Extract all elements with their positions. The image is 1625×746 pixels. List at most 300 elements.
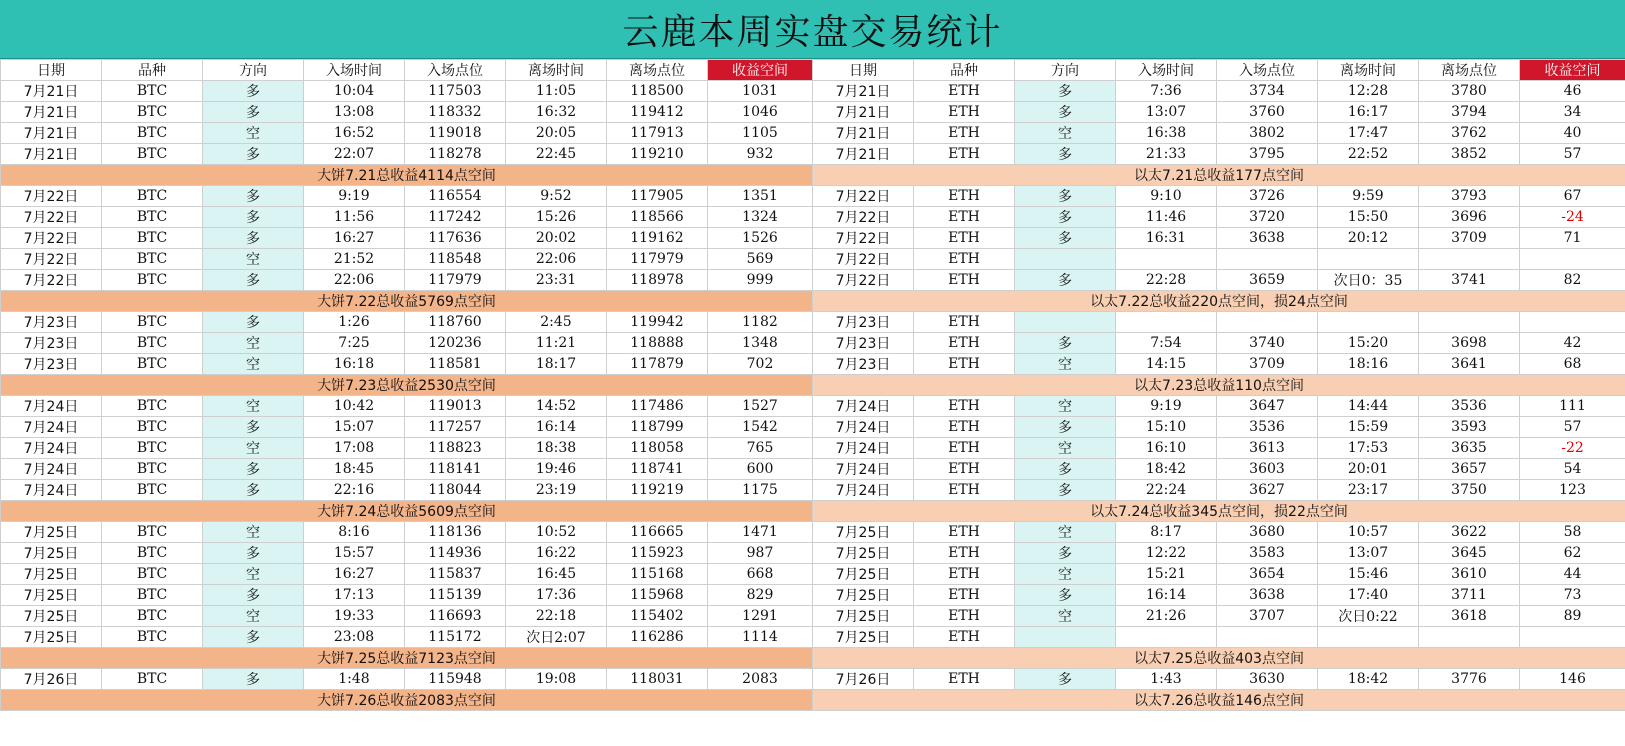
exit-time-cell: 15:50: [1318, 207, 1419, 228]
direction-cell: 多: [1015, 144, 1116, 165]
profit-header: 收益空间: [708, 60, 813, 81]
profit-cell: 1351: [708, 186, 813, 207]
trade-row: [813, 438, 1625, 459]
direction-cell: 多: [1015, 480, 1116, 501]
entry-price-cell: 3734: [1217, 81, 1318, 102]
exit-time-cell: 17:40: [1318, 585, 1419, 606]
trade-row: [1, 522, 813, 543]
entry-time-cell: 1:48: [304, 669, 405, 690]
trade-row: [1, 354, 813, 375]
symbol-cell: BTC: [102, 333, 203, 354]
trade-row: [1, 585, 813, 606]
exit-price-cell: 119162: [607, 228, 708, 249]
daily-summary: 以太7.26总收益146点空间: [813, 690, 1625, 711]
symbol-cell: ETH: [914, 396, 1015, 417]
trade-row: [1, 480, 813, 501]
trade-row: [1, 627, 813, 648]
entry-price-cell: 3638: [1217, 228, 1318, 249]
trade-row: [1, 543, 813, 564]
exit-time-cell: 14:52: [506, 396, 607, 417]
date-cell: 7月22日: [813, 228, 914, 249]
trade-row: [1, 333, 813, 354]
date-cell: 7月24日: [1, 480, 102, 501]
exit-time-cell: 16:14: [506, 417, 607, 438]
exit-time-cell: 16:32: [506, 102, 607, 123]
direction-header: 方向: [203, 60, 304, 81]
profit-cell: 600: [708, 459, 813, 480]
exit-price-cell: 117486: [607, 396, 708, 417]
exit-price-cell: 115923: [607, 543, 708, 564]
profit-cell: 1471: [708, 522, 813, 543]
entry-time-cell: 10:42: [304, 396, 405, 417]
symbol-cell: ETH: [914, 669, 1015, 690]
trade-row: [813, 354, 1625, 375]
date-cell: 7月21日: [1, 81, 102, 102]
exit-price-cell: 118566: [607, 207, 708, 228]
profit-cell: 1182: [708, 312, 813, 333]
date-cell: 7月22日: [1, 270, 102, 291]
exit-time-cell: 9:59: [1318, 186, 1419, 207]
profit-cell: 67: [1520, 186, 1625, 207]
profit-cell: 2083: [708, 669, 813, 690]
symbol-cell: BTC: [102, 480, 203, 501]
exit-price-cell: 3750: [1419, 480, 1520, 501]
exit-price-cell: 3696: [1419, 207, 1520, 228]
entry-price-cell: 3760: [1217, 102, 1318, 123]
entry-time-cell: 22:24: [1116, 480, 1217, 501]
entry-time-cell: [1116, 312, 1217, 333]
profit-cell: 57: [1520, 144, 1625, 165]
profit-cell: 569: [708, 249, 813, 270]
profit-cell: 42: [1520, 333, 1625, 354]
exit-time-cell: 2:45: [506, 312, 607, 333]
trade-row: [1, 417, 813, 438]
entry-time-cell: 7:54: [1116, 333, 1217, 354]
date-cell: 7月23日: [813, 354, 914, 375]
exit-price-cell: 3711: [1419, 585, 1520, 606]
symbol-cell: BTC: [102, 312, 203, 333]
trade-row: [813, 396, 1625, 417]
exit-time-cell: 16:22: [506, 543, 607, 564]
trade-row: [813, 627, 1625, 648]
profit-header: 收益空间: [1520, 60, 1625, 81]
entry-time-cell: 22:28: [1116, 270, 1217, 291]
date-cell: 7月24日: [813, 438, 914, 459]
summary-row: [1, 648, 813, 669]
exit-time-cell: 23:19: [506, 480, 607, 501]
entry-time-cell: 10:04: [304, 81, 405, 102]
date-cell: 7月25日: [1, 522, 102, 543]
exit-time-cell: 13:07: [1318, 543, 1419, 564]
daily-summary: 以太7.25总收益403点空间: [813, 648, 1625, 669]
trade-row: [1, 270, 813, 291]
entry-time-cell: 9:19: [1116, 396, 1217, 417]
exit-time-cell: 20:05: [506, 123, 607, 144]
direction-cell: 多: [203, 459, 304, 480]
exit-time-cell: 11:21: [506, 333, 607, 354]
direction-cell: 多: [1015, 186, 1116, 207]
entry-time-cell: 1:26: [304, 312, 405, 333]
entry-time-cell: [1116, 249, 1217, 270]
direction-cell: 多: [203, 312, 304, 333]
direction-cell: 空: [203, 354, 304, 375]
direction-cell: 空: [1015, 438, 1116, 459]
entry-price-cell: 3707: [1217, 606, 1318, 627]
profit-cell: 932: [708, 144, 813, 165]
entry-price-cell: [1217, 249, 1318, 270]
date-cell: 7月21日: [813, 102, 914, 123]
entry-time-cell: 16:10: [1116, 438, 1217, 459]
exit-price-cell: 118741: [607, 459, 708, 480]
entry-time-cell: 16:52: [304, 123, 405, 144]
date-cell: 7月24日: [1, 396, 102, 417]
entry-price-cell: 118760: [405, 312, 506, 333]
profit-cell: 1114: [708, 627, 813, 648]
direction-cell: 空: [203, 606, 304, 627]
symbol-cell: ETH: [914, 312, 1015, 333]
direction-cell: 多: [203, 186, 304, 207]
entry-time-cell: 8:16: [304, 522, 405, 543]
symbol-cell: BTC: [102, 396, 203, 417]
symbol-cell: BTC: [102, 270, 203, 291]
entry-time-cell: 9:10: [1116, 186, 1217, 207]
symbol-cell: BTC: [102, 354, 203, 375]
exit-time-cell: [1318, 627, 1419, 648]
trade-row: [1, 81, 813, 102]
entry-time-cell: 16:27: [304, 564, 405, 585]
symbol-cell: BTC: [102, 522, 203, 543]
profit-cell: 146: [1520, 669, 1625, 690]
entry-time-cell: 11:56: [304, 207, 405, 228]
trade-row: [813, 81, 1625, 102]
exit-time-cell: 17:53: [1318, 438, 1419, 459]
date-cell: 7月23日: [1, 312, 102, 333]
entry-price-cell: 117257: [405, 417, 506, 438]
profit-cell: [1520, 312, 1625, 333]
symbol-cell: BTC: [102, 123, 203, 144]
entry-time-cell: 1:43: [1116, 669, 1217, 690]
direction-cell: 空: [1015, 522, 1116, 543]
entry-price-cell: 118823: [405, 438, 506, 459]
direction-cell: 空: [1015, 396, 1116, 417]
profit-cell: 62: [1520, 543, 1625, 564]
symbol-cell: ETH: [914, 81, 1015, 102]
profit-cell: 68: [1520, 354, 1625, 375]
symbol-cell: BTC: [102, 606, 203, 627]
profit-cell: 999: [708, 270, 813, 291]
profit-cell: -24: [1520, 207, 1625, 228]
direction-cell: 多: [1015, 543, 1116, 564]
date-cell: 7月25日: [813, 543, 914, 564]
exit-price-cell: [1419, 627, 1520, 648]
entry-time-cell: 21:26: [1116, 606, 1217, 627]
exit-time-cell: 18:38: [506, 438, 607, 459]
symbol-cell: BTC: [102, 81, 203, 102]
exit-price-cell: 3536: [1419, 396, 1520, 417]
exit-price-cell: 117905: [607, 186, 708, 207]
exit-price-cell: 119942: [607, 312, 708, 333]
exit-price-cell: 3776: [1419, 669, 1520, 690]
entry-time-cell: 21:33: [1116, 144, 1217, 165]
summary-row: [813, 375, 1625, 396]
exit-time-header: 离场时间: [506, 60, 607, 81]
trade-row: [1, 249, 813, 270]
entry-price-cell: [1217, 627, 1318, 648]
profit-cell: 1031: [708, 81, 813, 102]
entry-time-cell: 16:27: [304, 228, 405, 249]
entry-price-cell: 3638: [1217, 585, 1318, 606]
direction-cell: 多: [203, 102, 304, 123]
exit-time-cell: 18:42: [1318, 669, 1419, 690]
entry-time-cell: 12:22: [1116, 543, 1217, 564]
trade-row: [813, 186, 1625, 207]
exit-price-cell: 3641: [1419, 354, 1520, 375]
direction-cell: [1015, 627, 1116, 648]
symbol-cell: ETH: [914, 459, 1015, 480]
direction-cell: [1015, 312, 1116, 333]
direction-cell: 多: [203, 228, 304, 249]
exit-time-cell: 16:17: [1318, 102, 1419, 123]
exit-price-cell: 3622: [1419, 522, 1520, 543]
entry-time-cell: 23:08: [304, 627, 405, 648]
entry-price-cell: 3630: [1217, 669, 1318, 690]
trade-row: [813, 585, 1625, 606]
symbol-cell: BTC: [102, 417, 203, 438]
direction-cell: 多: [1015, 207, 1116, 228]
date-cell: 7月24日: [813, 459, 914, 480]
exit-price-cell: 116286: [607, 627, 708, 648]
profit-cell: 89: [1520, 606, 1625, 627]
symbol-cell: ETH: [914, 543, 1015, 564]
trade-row: [1, 123, 813, 144]
date-cell: 7月25日: [1, 585, 102, 606]
direction-cell: 多: [203, 627, 304, 648]
direction-cell: 空: [203, 249, 304, 270]
exit-time-cell: [1318, 312, 1419, 333]
entry-time-cell: 16:18: [304, 354, 405, 375]
entry-price-cell: 118278: [405, 144, 506, 165]
exit-price-cell: 118500: [607, 81, 708, 102]
profit-cell: 987: [708, 543, 813, 564]
exit-price-cell: 117913: [607, 123, 708, 144]
exit-price-cell: 3657: [1419, 459, 1520, 480]
symbol-cell: BTC: [102, 102, 203, 123]
entry-time-cell: 21:52: [304, 249, 405, 270]
date-cell: 7月25日: [1, 606, 102, 627]
profit-cell: 1527: [708, 396, 813, 417]
exit-time-cell: 19:08: [506, 669, 607, 690]
date-cell: 7月22日: [813, 207, 914, 228]
exit-time-cell: 14:44: [1318, 396, 1419, 417]
trade-row: [813, 564, 1625, 585]
entry-price-cell: 116693: [405, 606, 506, 627]
summary-row: [813, 165, 1625, 186]
exit-time-cell: 22:45: [506, 144, 607, 165]
trade-row: [1, 228, 813, 249]
exit-time-cell: 次日2:07: [506, 627, 607, 648]
trade-row: [1, 144, 813, 165]
symbol-cell: BTC: [102, 144, 203, 165]
direction-cell: 多: [203, 480, 304, 501]
trade-row: [1, 102, 813, 123]
exit-price-cell: 115402: [607, 606, 708, 627]
exit-time-cell: 23:17: [1318, 480, 1419, 501]
exit-time-cell: 20:12: [1318, 228, 1419, 249]
exit-time-cell: 19:46: [506, 459, 607, 480]
page-title: 云鹿本周实盘交易统计: [0, 0, 1625, 59]
exit-time-cell: 15:20: [1318, 333, 1419, 354]
direction-cell: 多: [1015, 417, 1116, 438]
entry-price-cell: 3740: [1217, 333, 1318, 354]
trade-row: [813, 480, 1625, 501]
eth-header-row: [813, 60, 1625, 81]
exit-price-cell: 116665: [607, 522, 708, 543]
entry-price-cell: 118581: [405, 354, 506, 375]
exit-price-cell: [1419, 249, 1520, 270]
entry-time-cell: 13:07: [1116, 102, 1217, 123]
exit-time-cell: 22:06: [506, 249, 607, 270]
entry-time-cell: 16:31: [1116, 228, 1217, 249]
date-cell: 7月24日: [1, 417, 102, 438]
entry-price-cell: 118332: [405, 102, 506, 123]
exit-price-cell: 3635: [1419, 438, 1520, 459]
entry-price-cell: 3680: [1217, 522, 1318, 543]
direction-cell: 多: [1015, 228, 1116, 249]
entry-time-cell: 9:19: [304, 186, 405, 207]
date-cell: 7月22日: [1, 207, 102, 228]
btc-trades-panel: [0, 59, 812, 711]
profit-cell: [1520, 249, 1625, 270]
exit-time-header: 离场时间: [1318, 60, 1419, 81]
profit-cell: 702: [708, 354, 813, 375]
direction-cell: [1015, 249, 1116, 270]
trade-row: [813, 207, 1625, 228]
entry-time-cell: 19:33: [304, 606, 405, 627]
symbol-cell: ETH: [914, 627, 1015, 648]
entry-time-cell: 22:06: [304, 270, 405, 291]
direction-cell: 空: [203, 396, 304, 417]
daily-summary: 以太7.24总收益345点空间，损22点空间: [813, 501, 1625, 522]
direction-cell: 空: [203, 333, 304, 354]
entry-price-cell: 3795: [1217, 144, 1318, 165]
profit-cell: 71: [1520, 228, 1625, 249]
symbol-cell: ETH: [914, 144, 1015, 165]
entry-price-header: 入场点位: [405, 60, 506, 81]
trade-row: [813, 102, 1625, 123]
entry-price-cell: 3627: [1217, 480, 1318, 501]
entry-time-cell: 14:15: [1116, 354, 1217, 375]
date-cell: 7月23日: [1, 333, 102, 354]
entry-price-cell: 118548: [405, 249, 506, 270]
trade-row: [813, 144, 1625, 165]
eth-trades-panel: [812, 59, 1625, 711]
entry-time-cell: 13:08: [304, 102, 405, 123]
exit-price-cell: 3793: [1419, 186, 1520, 207]
symbol-cell: BTC: [102, 186, 203, 207]
profit-cell: 111: [1520, 396, 1625, 417]
symbol-cell: ETH: [914, 354, 1015, 375]
date-cell: 7月21日: [1, 144, 102, 165]
profit-cell: 34: [1520, 102, 1625, 123]
trade-row: [813, 543, 1625, 564]
exit-time-cell: 23:31: [506, 270, 607, 291]
entry-price-cell: 117503: [405, 81, 506, 102]
profit-cell: 44: [1520, 564, 1625, 585]
trade-row: [1, 396, 813, 417]
date-cell: 7月26日: [1, 669, 102, 690]
entry-time-cell: 17:13: [304, 585, 405, 606]
entry-price-cell: 117636: [405, 228, 506, 249]
entry-time-header: 入场时间: [304, 60, 405, 81]
exit-price-header: 离场点位: [1419, 60, 1520, 81]
trade-row: [813, 669, 1625, 690]
trade-row: [1, 606, 813, 627]
trade-row: [813, 228, 1625, 249]
entry-time-cell: 16:38: [1116, 123, 1217, 144]
summary-row: [1, 690, 813, 711]
date-cell: 7月22日: [813, 186, 914, 207]
trade-row: [813, 606, 1625, 627]
trade-row: [813, 270, 1625, 291]
exit-price-cell: 117979: [607, 249, 708, 270]
direction-cell: 空: [1015, 354, 1116, 375]
profit-cell: 1046: [708, 102, 813, 123]
direction-cell: 多: [203, 543, 304, 564]
daily-summary: 大饼7.21总收益4114点空间: [1, 165, 813, 186]
date-cell: 7月22日: [1, 249, 102, 270]
date-cell: 7月22日: [813, 270, 914, 291]
entry-time-cell: 17:08: [304, 438, 405, 459]
symbol-cell: ETH: [914, 333, 1015, 354]
symbol-header: 品种: [914, 60, 1015, 81]
trade-row: [813, 249, 1625, 270]
profit-cell: 82: [1520, 270, 1625, 291]
entry-price-cell: 3726: [1217, 186, 1318, 207]
exit-time-cell: 17:47: [1318, 123, 1419, 144]
symbol-cell: ETH: [914, 564, 1015, 585]
entry-time-cell: 18:42: [1116, 459, 1217, 480]
btc-header-row: [1, 60, 813, 81]
trade-row: [1, 564, 813, 585]
direction-cell: 多: [203, 669, 304, 690]
entry-time-cell: 15:10: [1116, 417, 1217, 438]
entry-price-cell: 118141: [405, 459, 506, 480]
entry-price-cell: 3709: [1217, 354, 1318, 375]
direction-cell: 多: [1015, 669, 1116, 690]
profit-cell: 58: [1520, 522, 1625, 543]
exit-price-cell: 115968: [607, 585, 708, 606]
date-cell: 7月21日: [813, 81, 914, 102]
date-cell: 7月21日: [1, 102, 102, 123]
entry-time-header: 入场时间: [1116, 60, 1217, 81]
exit-price-header: 离场点位: [607, 60, 708, 81]
daily-summary: 大饼7.26总收益2083点空间: [1, 690, 813, 711]
entry-price-cell: 118044: [405, 480, 506, 501]
direction-cell: 空: [203, 564, 304, 585]
exit-time-cell: 18:16: [1318, 354, 1419, 375]
exit-price-cell: 3645: [1419, 543, 1520, 564]
exit-price-cell: 118978: [607, 270, 708, 291]
summary-row: [1, 291, 813, 312]
exit-time-cell: 20:02: [506, 228, 607, 249]
date-cell: 7月26日: [813, 669, 914, 690]
summary-row: [813, 648, 1625, 669]
exit-time-cell: 20:01: [1318, 459, 1419, 480]
exit-price-cell: 119210: [607, 144, 708, 165]
summary-row: [1, 501, 813, 522]
entry-time-cell: 15:07: [304, 417, 405, 438]
symbol-cell: BTC: [102, 228, 203, 249]
